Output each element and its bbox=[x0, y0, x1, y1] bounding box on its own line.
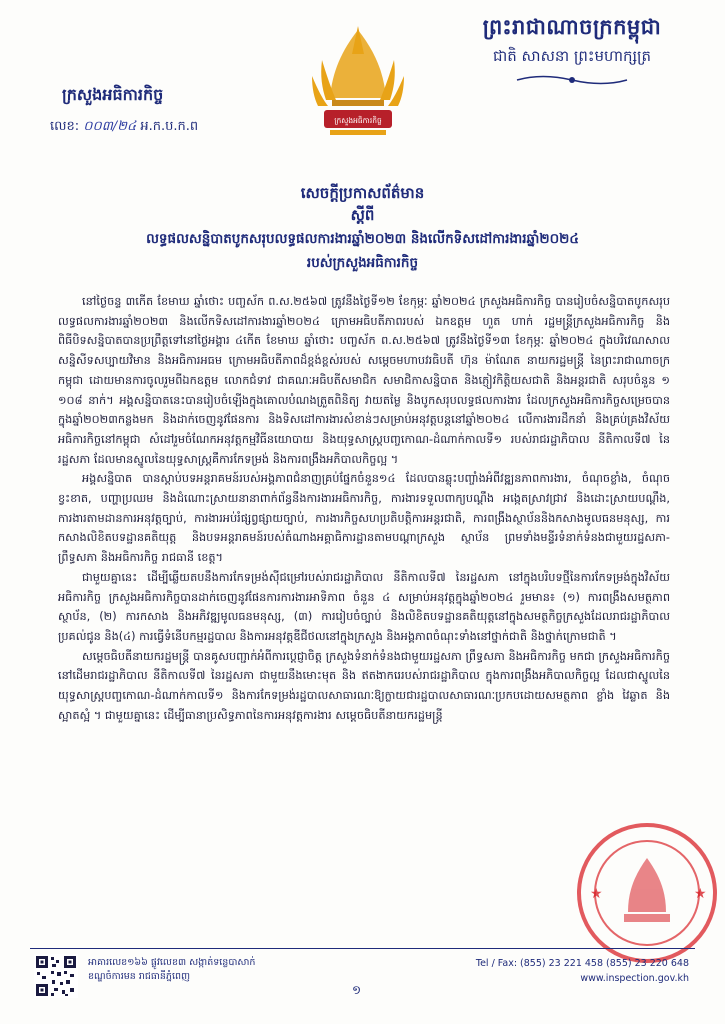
svg-text:★: ★ bbox=[590, 886, 603, 902]
ministry-name: ក្រសួងអធិការកិច្ច bbox=[62, 85, 164, 104]
reference-number bbox=[50, 118, 198, 137]
tel-fax: Tel / Fax: (855) 23 221 458 (855) 23 220 648 bbox=[475, 958, 689, 969]
address-line-2: ខណ្ឌចំការមន រាជធានីភ្នំពេញ bbox=[88, 971, 191, 982]
paragraph-3: ជាមួយគ្នានេះ ដើម្បីឆ្លើយតបនឹងការកែទម្រង់ស៊ីជម្រៅរបស់រាជរដ្ឋាភិបាល នីតិកាលទី៧ នៃរដ្ឋសភា នៅក្នុងបរិបទថ្មីនៃការកែទម្រង់ក្នុងវិស័យអធិការកិច្ច ក្រសួងអធិការកិច្ចបានដាក់ចេញនូវផែនការការងារអាទិភាព ចំនួន ៤ សម្រាប់អនុវត្តក្នុងឆ្នាំ២០២៤ រួមមាន៖ (១) ការពង្រឹងសមត្ថភាពស្ថាប័ន, (២) ការកសាង និងអភិវឌ្ឍមូលធនមនុស្ស, (៣) ការរៀបចំច្បាប់ និងលិខិតបទដ្ឋានគតិយុត្តនៅក្នុងសមត្ថកិច្ចក្រសួងដែលរាជរដ្ឋាភិបាលប្រគល់ជូន និង(៤) ការធ្វើទំនើបកម្មរដ្ឋបាល និងការអនុវត្តឌីជីថលនៅក្នុងក្រសួង និងអង្គភាពចំណុះទាំងនៅថ្នាក់ជាតិ និងថ្នាក់ក្រោមជាតិ ។ bbox=[58, 570, 670, 643]
qr-code-icon[interactable] bbox=[34, 954, 78, 998]
ministry-emblem-icon bbox=[302, 20, 414, 150]
svg-text:★: ★ bbox=[694, 886, 707, 902]
page-number: ១ bbox=[352, 983, 362, 997]
ref-prefix: លេខ: bbox=[50, 119, 80, 134]
body-text bbox=[58, 292, 670, 725]
ref-number: ០០៣/២៤ bbox=[83, 119, 137, 134]
paragraph-4: សម្ដេចធិបតីនាយករដ្ឋមន្ត្រី បានគូសបញ្ជាក់អំពីការប្ដេជ្ញាចិត្ត ក្រសួងទំនាក់ទំនងជាមួយរដ្ឋសភា ព្រឹទ្ធសភា និងអធិការកិច្ច មកជា ក្រសួងអធិការកិច្ច នៅដើមរាជរដ្ឋាភិបាល នីតិកាលទី៧ នៃរដ្ឋសភា ជាមួយនឹងមោះមុត និង ឥតងាករេរបស់រាជរដ្ឋាភិបាល ក្នុងការពង្រឹងអភិបាលកិច្ចល្អ ដែលជាស្នូលនៃយុទ្ធសាស្ត្របញ្ចកោណ-ដំណាក់កាលទី១ និងការកែទម្រង់រដ្ឋបាលសាធារណៈឱ្យក្លាយជារដ្ឋបាលសាធារណៈប្រកបដោយសមត្ថភាព ខ្លាំង វៃឆ្លាត និងស្អាតស្អំ ។ ជាមួយគ្នានេះ ដើម្បីធានាប្រសិទ្ធភាពនៃការអនុវត្តការងារ សម្ដេចធិបតីនាយករដ្ឋមន្ត្រី bbox=[58, 649, 670, 722]
ornament-divider-icon bbox=[512, 73, 632, 87]
address-line-1: អាគារលេខ១៦៦ ផ្លូវលេខ៣ សង្កាត់ទន្លេបាសាក់ bbox=[88, 957, 256, 968]
doc-subtitle-about: ស្ដីពី bbox=[350, 206, 375, 224]
official-seal-stamp-icon bbox=[572, 818, 722, 968]
emblem-label: ក្រសួងអធិការកិច្ច bbox=[334, 116, 382, 125]
kingdom-header bbox=[457, 14, 687, 91]
footer-address bbox=[88, 956, 255, 984]
website-link[interactable]: www.inspection.gov.kh bbox=[580, 973, 689, 984]
doc-subject: លទ្ធផលសន្និបាតបូកសរុបលទ្ធផលការងារឆ្នាំ២០២៣ និងលើកទិសដៅការងារឆ្នាំ២០២៤ bbox=[146, 231, 579, 247]
doc-title: សេចក្ដីប្រកាសព័ត៌មាន bbox=[300, 184, 425, 202]
ref-suffix: អ.ក.ប.ក.ព bbox=[140, 119, 199, 134]
doc-subject-owner: របស់ក្រសួងអធិការកិច្ច bbox=[306, 255, 419, 271]
paragraph-2: អង្គសន្និបាត បានស្ដាប់បទអន្តរាគមន៍របស់អង្គភាពជំនាញគ្រប់ផ្នែកចំនួន១៤ ដែលបានឆ្លុះបញ្ចាំងអំពីវឌ្ឍនភាពការងារ, ចំណុចខ្លាំង, ចំណុចខ្វះខាត, បញ្ហាប្រឈម និងដំណោះស្រាយនានាពាក់ព័ន្ធនឹងការងារអធិការកិច្ច, ការងារទទួលពាក្យបណ្ដឹង អង្កេតស្រាវជ្រាវ និងដោះស្រាយបណ្ដឹង, ការងារតាមដានការអនុវត្តច្បាប់, ការងារអប់រំផ្សព្វផ្សាយច្បាប់, ការងារកិច្ចសហប្រតិបត្តិការអន្តរជាតិ, ការពង្រឹងស្ថាប័ននិងកសាងមូលធនមនុស្ស, ការកសាងលិខិតបទដ្ឋានគតិយុត្ត និងបទអន្តរាគមន៍របស់តំណាងអគ្គាធិការដ្ឋានតាមបណ្ដាក្រសួង ស្ថាប័ន ព្រមទាំងមន្ទីរទំនាក់ទំនងជាមួយរដ្ឋសភា-ព្រឹទ្ធសភា និងអធិការកិច្ច រាជធានី ខេត្ត។ bbox=[58, 472, 670, 565]
national-motto: ជាតិ សាសនា ព្រះមហាក្សត្រ bbox=[492, 47, 652, 65]
footer-contact bbox=[476, 956, 689, 986]
paragraph-1: នៅថ្ងៃចន្ទ ៣កើត ខែមាឃ ឆ្នាំថោះ បញ្ចស័ក ព.ស.២៥៦៧ ត្រូវនឹងថ្ងៃទី១២ ខែកុម្ភៈ ឆ្នាំ២០២៤ ក្រសួងអធិការកិច្ច បានរៀបចំសន្និបាតបូកសរុបលទ្ធផលការងារឆ្នាំ២០២៣ និងលើកទិសដៅការងារឆ្នាំ២០២៤ ក្រោមអធិបតីភាពរបស់ ឯកឧត្ដម ហួត ហាក់ រដ្ឋមន្ត្រីក្រសួងអធិការកិច្ច និងពិធីបិទសន្និបាតបានប្រព្រឹត្តទៅនៅថ្ងៃអង្គារ ៤កើត ខែមាឃ ឆ្នាំថោះ បញ្ចស័ក ព.ស.២៥៦៧ ត្រូវនឹងថ្ងៃទី១៣ ខែកុម្ភៈ ឆ្នាំ២០២៤ ក្នុងបរិវេណសាលសន្និសីទសប្បាយវិមាន និងអធិការអធម ក្រោមអធិបតីភាពដ៏ខ្ពង់ខ្ពស់របស់ សម្ដេចមហាបវរធិបតី ហ៊ុន ម៉ាណែត នាយករដ្ឋមន្ត្រី នៃព្រះរាជាណាចក្រកម្ពុជា ដោយមានការចូលរួមពីឯកឧត្ដម លោកជំទាវ ជាគណៈអធិបតីសមាជិក សមាជិកាសន្និបាត និងភ្ញៀវកិត្តិយសជាតិ និងអន្តរជាតិ សរុបចំនួន ១ ១០៨ នាក់។ អង្គសន្និបាតនេះបានរៀបចំឡើងក្នុងគោលបំណងត្រួតពិនិត្យ វាយតម្លៃ និងបូកសរុបលទ្ធផលការងារ ដែលក្រសួងអធិការកិច្ចសម្រេចបានក្នុងឆ្នាំ២០២៣កន្លងមក និងដាក់ចេញនូវផែនការ និងទិសដៅការងារសំខាន់ៗសម្រាប់អនុវត្តបន្តនៅឆ្នាំ២០២៤ លើការងារដឹកនាំ និងគ្រប់គ្រងវិស័យអធិការកិច្ចនៅកម្ពុជា សំដៅរួមចំណែកអនុវត្តកម្មវិធីនយោបាយ និងយុទ្ធសាស្ត្របញ្ចកោណ-ដំណាក់កាលទី១ របស់រាជរដ្ឋាភិបាល នីតិកាលទី៧ នៃរដ្ឋសភា ដែលមានស្នូលនៃយុទ្ធសាស្ត្រគឺការកែទម្រង់ និងការពង្រឹងអភិបាលកិច្ចល្អ ។ bbox=[58, 295, 670, 466]
footer-divider bbox=[30, 948, 695, 949]
kingdom-name: ព្រះរាជាណាចក្រកម្ពុជា bbox=[482, 15, 662, 39]
